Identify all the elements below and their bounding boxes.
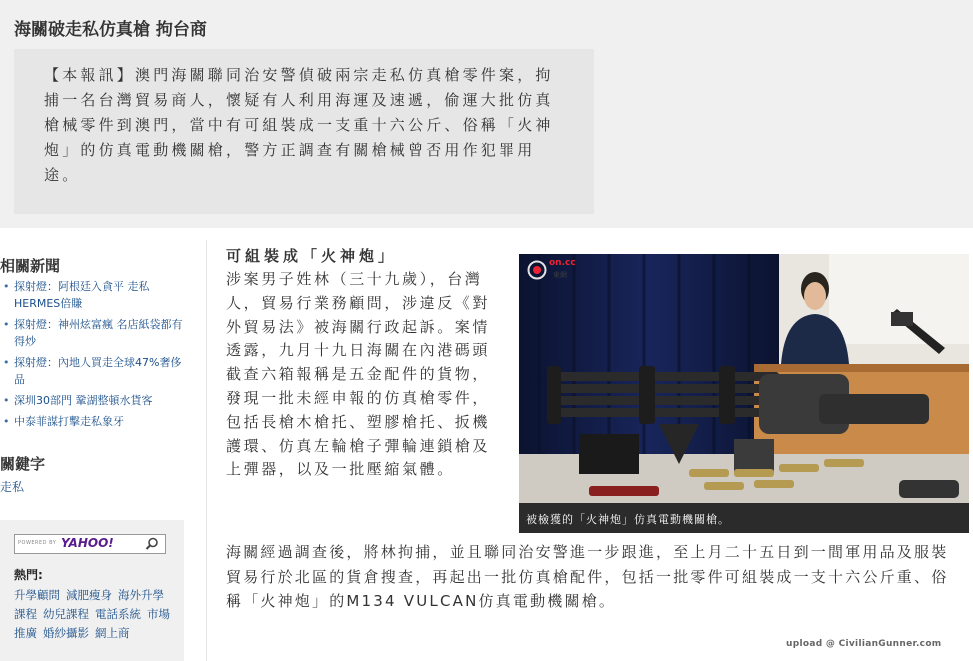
photo-caption-bar bbox=[519, 503, 969, 533]
search-icon[interactable] bbox=[145, 537, 159, 551]
oncc-logo-icon bbox=[527, 260, 549, 280]
powered-by-label: POWERED BY bbox=[18, 540, 57, 546]
keyword-link[interactable]: 走私 bbox=[0, 480, 25, 494]
hot-link[interactable]: 網上商 bbox=[95, 626, 130, 640]
keywords-heading: 關鍵字 bbox=[0, 455, 46, 473]
summary-text: 【本報訊】澳門海關聯同治安警偵破兩宗走私仿真槍零件案，拘捕一名台灣貿易商人，懷疑有人利用海運及速遞，偷運大批仿真槍械零件到澳門，當中有可組裝成一支重十六公斤、俗稱「火神炮」的仿真電動機關槍，警方正調查有關槍械曾否用作犯罪用途。 bbox=[44, 66, 554, 184]
related-news-item[interactable]: • 深圳30部門 鞏湖整頓水貨客 bbox=[0, 392, 190, 409]
hot-link[interactable]: 海外升學 bbox=[118, 588, 164, 602]
hot-link[interactable]: 升學顧問 bbox=[14, 588, 60, 602]
search-panel bbox=[0, 520, 184, 661]
page-title: 海關破走私仿真槍 拘台商 bbox=[14, 20, 207, 40]
hot-link[interactable]: 減肥瘦身 bbox=[66, 588, 112, 602]
hot-link[interactable]: 幼兒課程 bbox=[43, 607, 89, 621]
related-news-heading: 相關新聞 bbox=[0, 257, 61, 275]
article-subheading: 可組裝成「火神炮」 bbox=[226, 247, 398, 265]
top-band bbox=[0, 0, 973, 228]
related-news-list bbox=[0, 278, 190, 434]
sidebar bbox=[0, 240, 200, 661]
oncc-logo-subtext: 東網 bbox=[553, 271, 567, 279]
summary-box bbox=[14, 49, 594, 214]
related-news-item[interactable]: • 探射燈：神州炫富瘋 名店紙袋都有得炒 bbox=[0, 316, 190, 350]
related-news-item[interactable]: • 探射燈：內地人買走全球47%奢侈品 bbox=[0, 354, 190, 388]
related-news-item[interactable]: • 探射燈：阿根廷入貪平 走私HERMES倍賺 bbox=[0, 278, 190, 312]
related-news-item[interactable]: • 中泰菲謀打擊走私象牙 bbox=[0, 413, 190, 430]
hot-link[interactable]: 市場推廣 bbox=[14, 607, 170, 640]
hot-link[interactable]: 電話系統 bbox=[95, 607, 141, 621]
yahoo-logo: YAHOO! bbox=[61, 536, 114, 550]
photo-caption: 被檢獲的「火神炮」仿真電動機關槍。 bbox=[526, 513, 730, 526]
gatling-gun-image bbox=[519, 254, 969, 533]
news-photo bbox=[519, 254, 969, 533]
article-paragraph-2: 海關經過調查後，將林拘捕，並且聯同治安警進一步跟進，至上月二十五日到一間軍用品及服裝貿易行於北區的貨倉搜查，再起出一批仿真槍配件，包括一批零件可組裝成一支十六公斤重、俗稱「火神炮」的M134 VULCAN仿真電動機關槍。 bbox=[226, 543, 949, 610]
oncc-logo-text: on.cc bbox=[549, 258, 576, 268]
hot-link[interactable]: 課程 bbox=[14, 607, 37, 621]
article-paragraph-1: 涉案男子姓林（三十九歲），台灣人，貿易行業務顧問，涉違反《對外貿易法》被海關行政起訴。案情透露，九月十九日海關在內港碼頭截查六箱報稱是五金配件的貨物，發現一批未經申報的仿真槍零件，包括長槍木槍托、塑膠槍托、扳機護環、仿真左輪槍子彈輪連鎖槍及上彈器，以及一批壓縮氣體。 bbox=[226, 270, 491, 479]
hot-heading: 熱門: bbox=[14, 568, 43, 582]
hot-link[interactable]: 婚紗攝影 bbox=[43, 626, 89, 640]
upload-watermark: upload @ CivilianGunner.com bbox=[786, 639, 942, 649]
column-divider bbox=[206, 240, 207, 661]
hot-links bbox=[14, 586, 174, 643]
search-input[interactable] bbox=[14, 534, 166, 554]
